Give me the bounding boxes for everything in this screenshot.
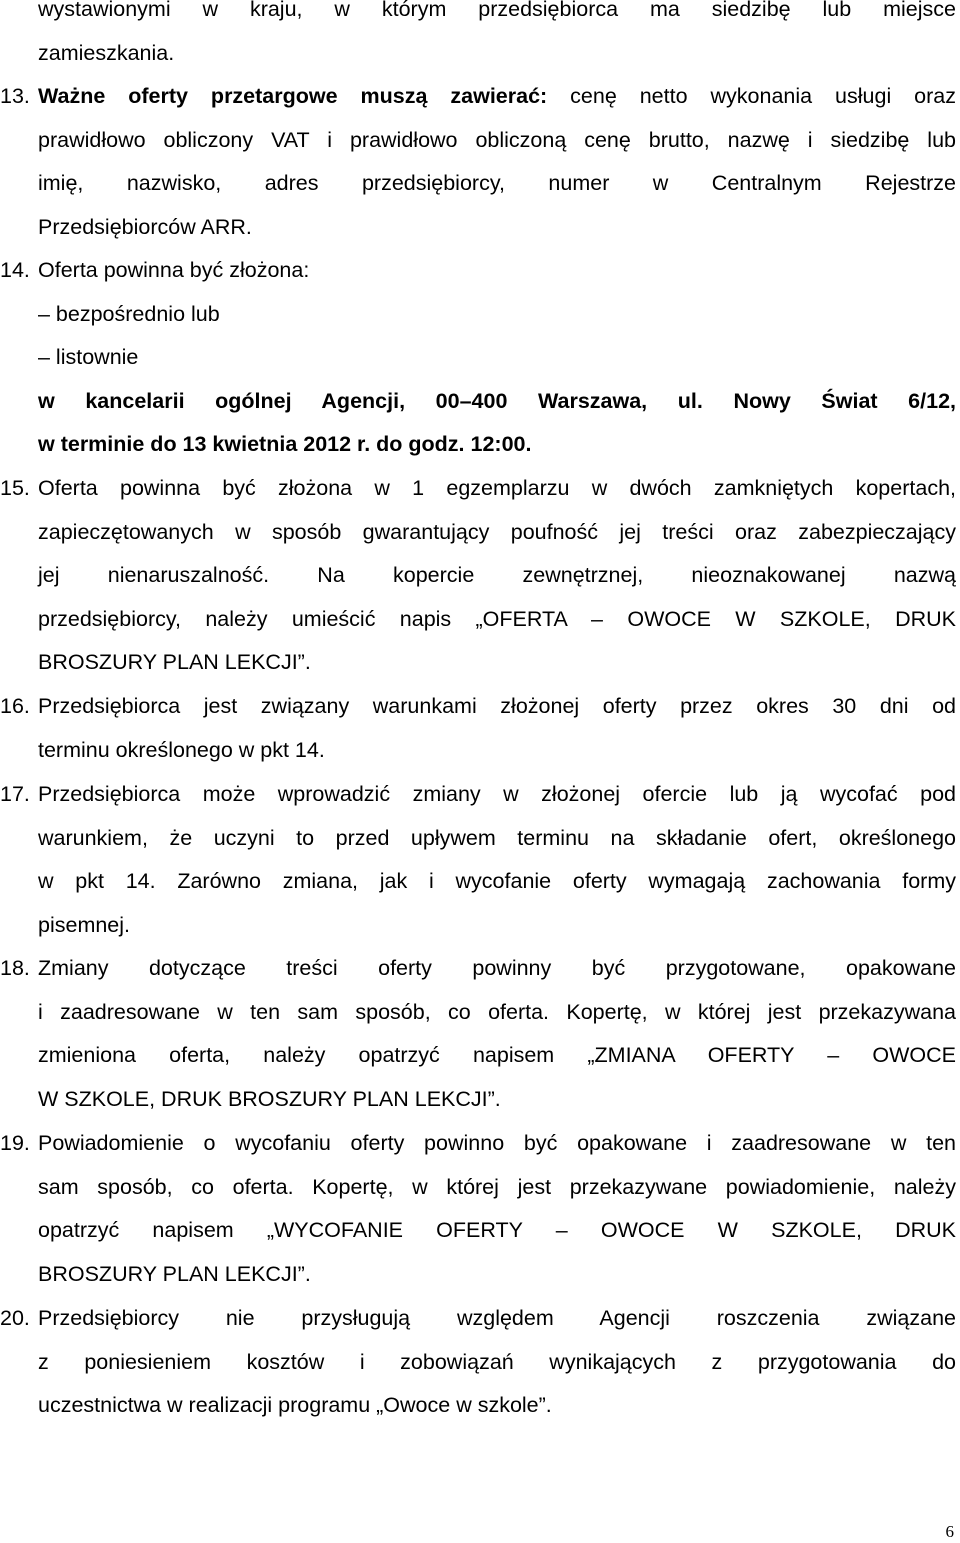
text-line: Oferta powinna być złożona w 1 egzemplarzu w dwóch zamkniętych kopertach, bbox=[38, 476, 956, 500]
deadline-line: w terminie do 13 kwietnia 2012 r. do godz. 12:00. bbox=[38, 432, 532, 457]
paragraph-15-number: 15. bbox=[0, 476, 30, 500]
text-line: Przedsiębiorców ARR. bbox=[38, 214, 252, 239]
text-line: Powiadomienie o wycofaniu oferty powinno być opakowane i zaadresowane w ten bbox=[38, 1131, 956, 1155]
paragraph-15 bbox=[38, 467, 956, 685]
text-line: terminu określonego w pkt 14. bbox=[38, 737, 325, 762]
paragraph-19 bbox=[38, 1122, 956, 1296]
paragraph-14-number: 14. bbox=[0, 258, 30, 282]
text-line: warunkiem, że uczyni to przed upływem terminu na składanie ofert, określonego bbox=[38, 825, 956, 850]
text-line: Oferta powinna być złożona: bbox=[38, 258, 310, 282]
paragraph-18 bbox=[38, 947, 956, 1121]
paragraph-19-number: 19. bbox=[0, 1131, 30, 1155]
paragraph-20 bbox=[38, 1297, 956, 1428]
paragraph-18-number: 18. bbox=[0, 956, 30, 980]
text-line: Przedsiębiorca jest związany warunkami złożonej oferty przez okres 30 dni od bbox=[38, 694, 956, 718]
text-line: imię, nazwisko, adres przedsiębiorcy, numer w Centralnym Rejestrze bbox=[38, 171, 956, 196]
text-line: uczestnictwa w realizacji programu „Owoce w szkole”. bbox=[38, 1393, 552, 1418]
text-line: opatrzyć napisem „WYCOFANIE OFERTY – OWOCE W SZKOLE, DRUK bbox=[38, 1218, 956, 1243]
paragraph-13 bbox=[38, 75, 956, 249]
text-fragment: cenę netto wykonania usługi oraz bbox=[547, 84, 956, 108]
text-line: pisemnej. bbox=[38, 912, 131, 937]
text-line: wystawionymi w kraju, w którym przedsiębiorca ma siedzibę lub miejsce bbox=[38, 0, 956, 21]
text-line: BROSZURY PLAN LEKCJI”. bbox=[38, 1261, 311, 1286]
text-line: zmieniona oferta, należy opatrzyć napisem „ZMIANA OFERTY – OWOCE bbox=[38, 1043, 956, 1068]
text-line: prawidłowo obliczony VAT i prawidłowo obliczoną cenę brutto, nazwę i siedzibę lub bbox=[38, 127, 956, 152]
paragraph-17 bbox=[38, 773, 956, 947]
text-line: i zaadresowane w ten sam sposób, co oferta. Kopertę, w której jest przekazywana bbox=[38, 999, 956, 1024]
paragraph-12-continuation bbox=[38, 0, 956, 75]
text-line: zapieczętowanych w sposób gwarantujący poufność jej treści oraz zabezpieczający bbox=[38, 519, 956, 544]
paragraph-17-number: 17. bbox=[0, 782, 30, 806]
text-line: przedsiębiorcy, należy umieścić napis „OFERTA – OWOCE W SZKOLE, DRUK bbox=[38, 606, 956, 631]
address-line: w kancelarii ogólnej Agencji, 00–400 Warszawa, ul. Nowy Świat 6/12, bbox=[38, 388, 956, 413]
text-line: zamieszkania. bbox=[38, 40, 175, 65]
paragraph-13-number: 13. bbox=[0, 84, 30, 108]
text-line: Przedsiębiorcy nie przysługują względem Agencji roszczenia związane bbox=[38, 1306, 956, 1330]
paragraph-14 bbox=[38, 249, 956, 467]
text-line: w pkt 14. Zarówno zmiana, jak i wycofanie oferty wymagają zachowania formy bbox=[38, 869, 956, 894]
text-line: Zmiany dotyczące treści oferty powinny być przygotowane, opakowane bbox=[38, 956, 956, 980]
text-line: z poniesieniem kosztów i zobowiązań wynikających z przygotowania do bbox=[38, 1349, 956, 1374]
paragraph-16-number: 16. bbox=[0, 694, 30, 718]
list-item: – listownie bbox=[38, 345, 139, 370]
list-item: – bezpośrednio lub bbox=[38, 301, 220, 326]
paragraph-20-number: 20. bbox=[0, 1306, 30, 1330]
text-line: sam sposób, co oferta. Kopertę, w której jest przekazywane powiadomienie, należy bbox=[38, 1174, 956, 1199]
text-line bbox=[38, 75, 956, 119]
text-line: BROSZURY PLAN LEKCJI”. bbox=[38, 650, 311, 675]
paragraph-16 bbox=[38, 685, 956, 772]
page-number: 6 bbox=[945, 1522, 954, 1541]
text-line: W SZKOLE, DRUK BROSZURY PLAN LEKCJI”. bbox=[38, 1086, 501, 1111]
bold-phrase: Ważne oferty przetargowe muszą zawierać: bbox=[38, 84, 548, 108]
text-line: jej nienaruszalność. Na kopercie zewnętrznej, nieoznakowanej nazwą bbox=[38, 563, 956, 588]
text-line: Przedsiębiorca może wprowadzić zmiany w złożonej ofercie lub ją wycofać pod bbox=[38, 782, 956, 806]
